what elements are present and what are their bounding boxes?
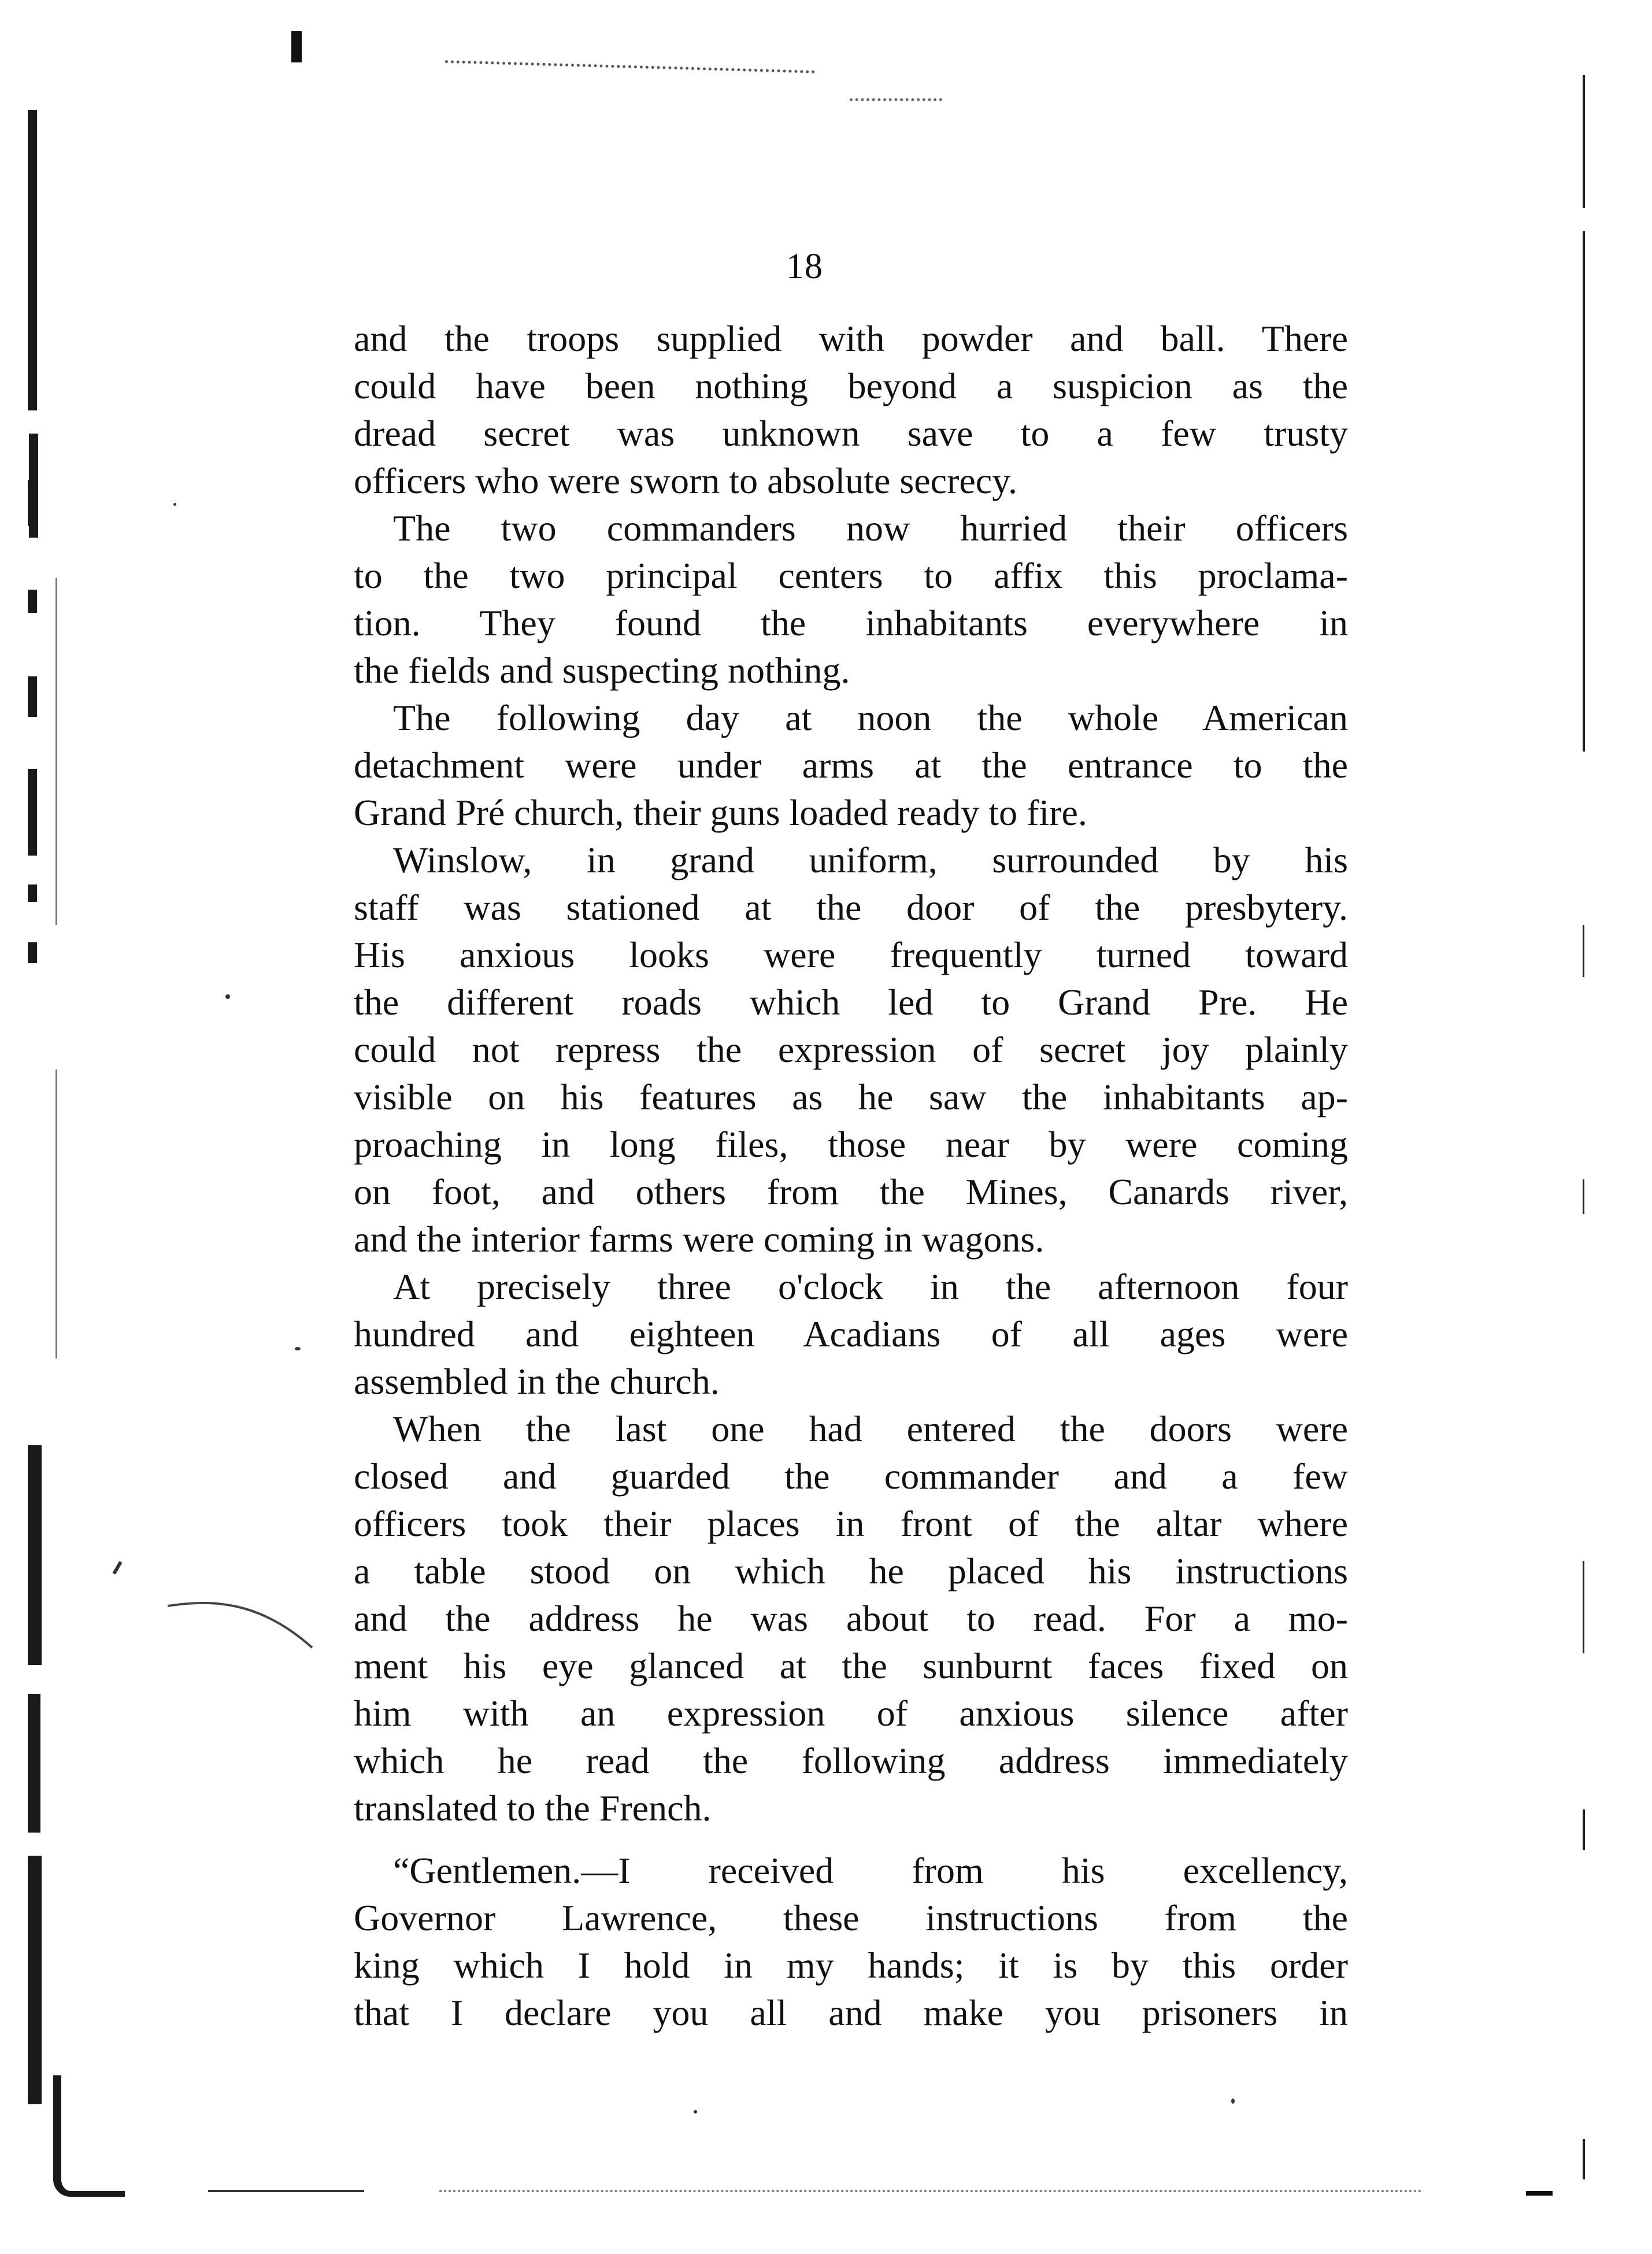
margin-bar [28,1856,42,2104]
body-text [354,315,1348,2037]
text-line: and the troops supplied with powder and ball. There [354,318,1348,359]
scan-speck [694,2110,697,2114]
margin-thin-line [55,1069,57,1359]
scan-left-margin [28,87,45,2191]
scan-corner-mark [53,2075,125,2197]
text-line: assembled in the church. [354,1361,720,1402]
text-line: At precisely three o'clock in the afternoon four [393,1266,1348,1307]
paragraph [354,505,1348,694]
text-line: When the last one had entered the doors were [393,1408,1348,1449]
margin-bar [28,676,37,717]
paragraph [354,837,1348,1263]
text-line: officers took their places in front of the altar where [354,1503,1348,1544]
text-line: The two commanders now hurried their officers [393,508,1348,549]
paragraph-gap [354,1832,1348,1847]
text-line: officers who were sworn to absolute secrecy. [354,460,1018,501]
text-line: ment his eye glanced at the sunburnt faces fixed on [354,1645,1348,1686]
text-line: that I declare you all and make you prisoners in [354,1992,1348,2033]
page-number: 18 [786,247,823,286]
text-line: hundred and eighteen Acadians of all ages were [354,1313,1348,1354]
right-edge-line [1583,1561,1584,1653]
margin-bar [28,884,37,902]
text-line: “Gentlemen.—I received from his excellency, [393,1850,1348,1891]
text-line: on foot, and others from the Mines, Canards river, [354,1171,1348,1212]
text-line: closed and guarded the commander and a few [354,1456,1348,1497]
text-line: dread secret was unknown save to a few trusty [354,413,1348,454]
text-line: Governor Lawrence, these instructions from the [354,1897,1348,1938]
text-line: Grand Pré church, their guns loaded ready to fire. [354,792,1087,833]
scan-dots-top-right [850,98,942,101]
scan-speck [173,503,176,506]
text-line: the fields and suspecting nothing. [354,650,850,691]
margin-bar [28,1694,40,1833]
text-line: which he read the following address immediately [354,1740,1348,1781]
text-line: and the interior farms were coming in wagons. [354,1219,1044,1260]
text-line: could not repress the expression of secret joy plainly [354,1029,1348,1070]
scan-speck [1231,2098,1235,2104]
scan-dots-top [445,60,815,73]
bottom-edge-line [208,2190,364,2192]
text-line: staff was stationed at the door of the presbytery. [354,887,1348,928]
right-edge-line [1583,925,1584,977]
margin-thin-line [55,578,57,925]
text-line: tion. They found the inhabitants everywhere in [354,602,1348,643]
margin-bar [28,942,37,963]
text-line: proaching in long files, those near by were coming [354,1124,1348,1165]
text-line: The following day at noon the whole American [393,697,1348,738]
text-line: to the two principal centers to affix this proclama- [354,555,1348,596]
bottom-edge-dots [439,2190,1422,2192]
text-line: His anxious looks were frequently turned toward [354,934,1348,975]
right-edge-line [1583,1809,1585,1850]
right-edge-line [1583,231,1585,752]
paragraph [354,1263,1348,1405]
right-edge-line [1583,1179,1584,1214]
text-line: translated to the French. [354,1787,712,1829]
stray-pen-curve [168,1596,318,1665]
paragraph [354,315,1348,505]
text-line: a table stood on which he placed his instructions [354,1550,1348,1592]
text-line: Winslow, in grand uniform, surrounded by his [393,839,1348,880]
text-line: king which I hold in my hands; it is by this order [354,1945,1348,1986]
scan-mark-bottom-right [1526,2191,1553,2196]
scan-speck [295,1347,301,1350]
text-line: and the address he was about to read. For a mo- [354,1598,1348,1639]
text-line: could have been nothing beyond a suspicion as the [354,365,1348,406]
paragraph [354,1847,1348,2037]
margin-bar [28,1445,42,1665]
margin-bar [28,769,37,856]
paragraph [354,1405,1348,1832]
paragraph [354,694,1348,837]
margin-bar [28,480,37,526]
scan-mark-top [291,31,302,62]
right-edge-line [1583,2139,1585,2179]
right-edge-line [1583,75,1585,208]
margin-bar [28,590,37,613]
text-line: detachment were under arms at the entrance to the [354,745,1348,786]
margin-bar [28,110,37,410]
scan-speck [112,1561,122,1575]
text-line: the different roads which led to Grand Pre. He [354,982,1348,1023]
scan-speck [225,994,230,999]
text-line: him with an expression of anxious silence after [354,1693,1348,1734]
text-line: visible on his features as he saw the inhabitants ap- [354,1076,1348,1117]
